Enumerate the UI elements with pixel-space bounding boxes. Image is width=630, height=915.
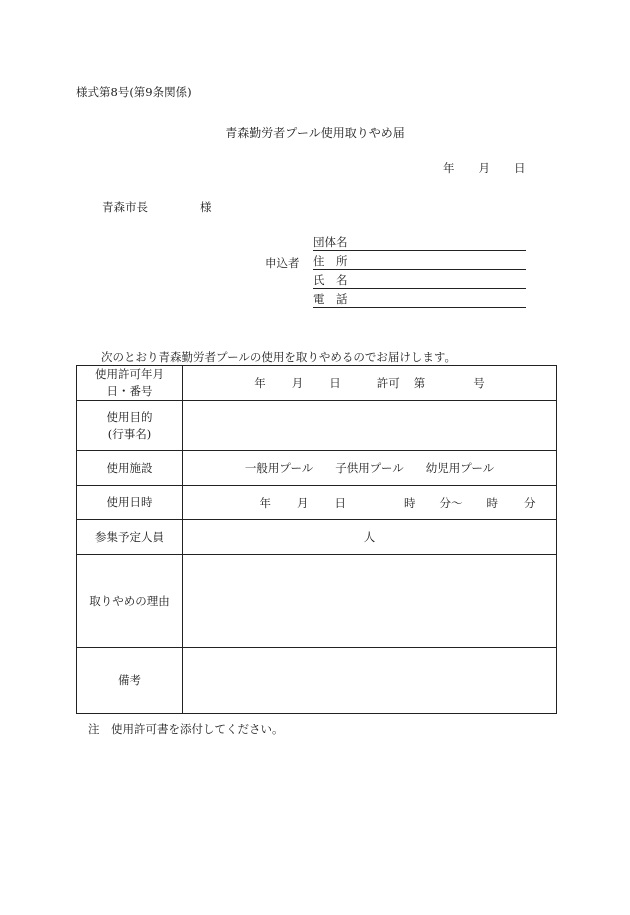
purpose-row: [77, 401, 557, 451]
phone-label: 電 話: [313, 292, 348, 306]
date-day: 日: [514, 161, 526, 175]
reason-row: [77, 555, 557, 648]
datetime-hour-start: 時: [404, 495, 416, 510]
permit-label-line1: 使用許可年月: [95, 367, 164, 381]
name-field[interactable]: [313, 273, 526, 289]
form-number: 様式第8号(第9条関係): [76, 85, 192, 99]
datetime-row: [77, 486, 557, 520]
permit-value-cell[interactable]: [183, 366, 557, 401]
attendance-label: 参集予定人員: [77, 520, 183, 555]
address-label: 住 所: [313, 254, 348, 268]
group-name-label: 団体名: [313, 235, 348, 249]
facility-value-cell[interactable]: [183, 451, 557, 486]
group-name-field[interactable]: [313, 235, 526, 251]
datetime-minute-end: 分: [524, 495, 536, 510]
permit-text: 許可: [376, 376, 400, 390]
datetime-day: 日: [334, 495, 346, 510]
datetime-hour-end: 時: [486, 495, 498, 510]
permit-label-line2: 日・番号: [106, 384, 153, 398]
permit-label: [77, 366, 183, 401]
date-month: 月: [478, 161, 490, 175]
purpose-label-line1: 使用目的: [106, 409, 153, 424]
reason-value-cell[interactable]: [183, 555, 557, 648]
submission-date: [443, 160, 526, 176]
attendance-value-cell[interactable]: [183, 520, 557, 555]
document-title: 青森勤労者プール使用取りやめ届: [225, 126, 405, 140]
addressee-name: 青森市長: [102, 200, 148, 214]
permit-day: 日: [329, 376, 341, 390]
cancellation-form-table: [76, 365, 557, 714]
remarks-value-cell[interactable]: [183, 648, 557, 714]
addressee-honorific: 様: [200, 200, 212, 214]
facility-row: [77, 451, 557, 486]
permit-month: 月: [291, 376, 304, 390]
reason-label: 取りやめの理由: [77, 555, 183, 648]
footnote: 注 使用許可書を添付してください。: [88, 722, 284, 736]
permit-number-suffix: 号: [473, 376, 485, 390]
datetime-label: 使用日時: [77, 486, 183, 520]
facility-option-children[interactable]: 子供用プール: [335, 461, 404, 475]
addressee: [102, 199, 212, 215]
applicant-label: 申込者: [265, 256, 300, 270]
datetime-year: 年: [259, 495, 271, 510]
intro-text: 次のとおり青森勤労者プールの使用を取りやめるのでお届けします。: [101, 350, 457, 364]
purpose-value-cell[interactable]: [183, 401, 557, 451]
facility-option-general[interactable]: 一般用プール: [244, 461, 314, 475]
attendance-row: [77, 520, 557, 555]
permit-number-prefix: 第: [413, 376, 426, 390]
remarks-label: 備考: [77, 648, 183, 714]
attendance-unit: 人: [363, 530, 376, 544]
date-year: 年: [443, 161, 455, 175]
datetime-value-cell[interactable]: [183, 486, 557, 520]
purpose-label: [77, 401, 183, 451]
purpose-label-line2: (行事名): [107, 426, 152, 441]
permit-year: 年: [254, 376, 266, 390]
facility-label: 使用施設: [77, 451, 183, 486]
permit-row: [77, 366, 557, 401]
address-field[interactable]: [313, 254, 526, 270]
datetime-month: 月: [297, 495, 309, 510]
remarks-row: [77, 648, 557, 714]
phone-field[interactable]: [313, 292, 526, 308]
name-label: 氏 名: [313, 273, 348, 287]
datetime-minute-start: 分〜: [439, 495, 463, 510]
facility-option-infant[interactable]: 幼児用プール: [425, 461, 495, 475]
